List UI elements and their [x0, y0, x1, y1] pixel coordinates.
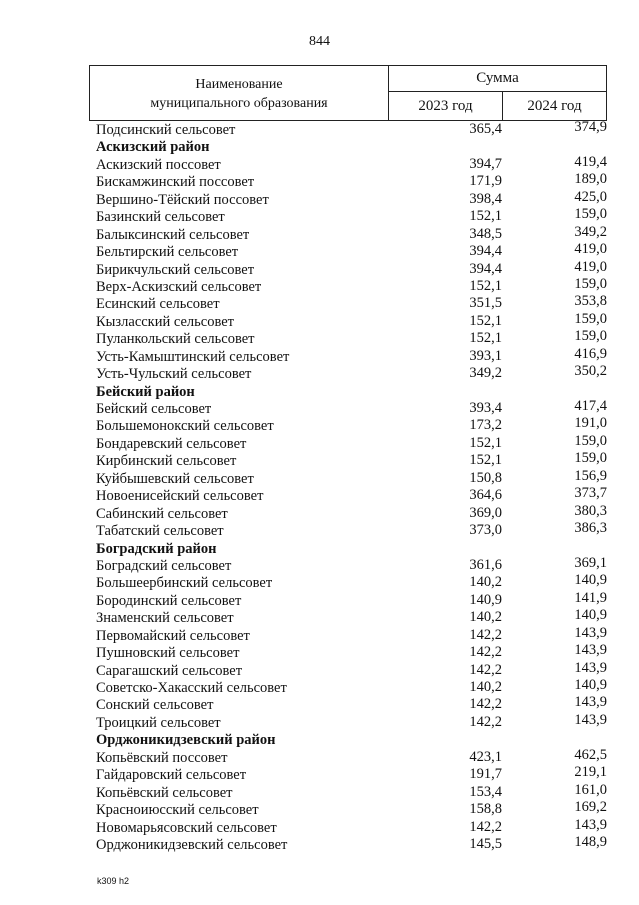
value-2023: 140,9	[469, 591, 502, 608]
value-2024: 374,9	[574, 119, 607, 135]
municipality-name: Знаменский сельсовет	[96, 610, 234, 627]
value-2023: 361,6	[469, 556, 502, 573]
table-row	[96, 295, 612, 312]
value-2023: 150,8	[469, 469, 502, 486]
municipality-name: Кызласский сельсовет	[96, 313, 234, 330]
value-2023: 152,1	[469, 277, 502, 294]
municipality-name: Балыксинский сельсовет	[96, 226, 250, 243]
value-2024: 416,9	[574, 345, 607, 362]
value-2023: 365,4	[469, 121, 502, 137]
table-row	[96, 223, 612, 243]
table-row	[96, 417, 612, 434]
value-2023: 152,1	[469, 312, 502, 329]
table-row	[96, 522, 612, 539]
value-2023: 393,4	[469, 400, 502, 416]
municipality-name: Вершино-Тёйский поссовет	[96, 191, 269, 208]
table-row	[96, 243, 612, 260]
table-row	[96, 816, 612, 836]
value-2023: 142,2	[469, 626, 502, 643]
municipality-name: Усть-Камыштинский сельсовет	[96, 348, 290, 365]
value-2024: 386,3	[574, 520, 607, 537]
municipality-name: Бейский сельсовет	[96, 401, 212, 417]
table-row	[96, 696, 612, 713]
table-body	[96, 121, 612, 853]
table-row	[96, 711, 612, 731]
table-row	[96, 208, 612, 225]
table-row	[96, 153, 612, 173]
value-2023: 349,2	[469, 365, 502, 382]
municipality-name: Подсинский сельсовет	[96, 122, 236, 138]
value-2024: 353,8	[574, 293, 607, 310]
table-row	[96, 400, 612, 417]
value-2023: 373,0	[469, 522, 502, 539]
value-2023: 348,5	[469, 225, 502, 242]
table-row	[96, 624, 612, 644]
value-2023: 191,7	[469, 766, 502, 783]
table-row	[96, 258, 612, 278]
value-2024: 417,4	[574, 398, 607, 414]
table-row	[96, 589, 612, 609]
value-2023: 140,2	[469, 609, 502, 626]
table-row	[96, 487, 612, 504]
table-row	[96, 746, 612, 766]
value-2024: 159,0	[574, 275, 607, 292]
section-title: Орджоникидзевский район	[96, 732, 276, 749]
value-2023: 423,1	[469, 748, 502, 765]
column-header-name-line1: Наименование	[195, 77, 283, 92]
municipality-name: Гайдаровский сельсовет	[96, 767, 247, 784]
value-2024: 373,7	[574, 485, 607, 502]
value-2023: 153,4	[469, 783, 502, 800]
value-2023: 145,5	[469, 835, 502, 852]
table-row	[96, 609, 612, 626]
value-2023: 140,2	[469, 679, 502, 695]
value-2024: 419,0	[574, 258, 607, 275]
column-header-name-line2: муниципального образования	[150, 96, 328, 111]
value-2024: 143,9	[574, 694, 607, 711]
table-row	[96, 330, 612, 347]
footer-code: k309 h2	[97, 876, 130, 886]
section-header-row	[96, 383, 612, 400]
municipality-name: Верх-Аскизский сельсовет	[96, 278, 262, 295]
value-2024: 419,4	[574, 153, 607, 170]
municipality-name: Боградский сельсовет	[96, 557, 232, 574]
value-2024: 380,3	[574, 502, 607, 519]
table-row	[96, 502, 612, 522]
municipality-name: Орджоникидзевский сельсовет	[96, 836, 288, 853]
municipality-name: Табатский сельсовет	[96, 523, 224, 540]
table-row	[96, 766, 612, 783]
value-2024: 143,9	[574, 816, 607, 833]
value-2023: 394,4	[469, 243, 502, 260]
table-row	[96, 310, 612, 330]
value-2023: 351,5	[469, 295, 502, 312]
table-header	[89, 65, 607, 121]
table-row	[96, 467, 612, 487]
value-2023: 152,1	[469, 330, 502, 347]
table-row	[96, 781, 612, 801]
table-row	[96, 121, 612, 138]
value-2024: 148,9	[574, 833, 607, 850]
value-2024: 189,0	[574, 171, 607, 188]
value-2023: 142,2	[469, 696, 502, 713]
value-2024: 350,2	[574, 363, 607, 380]
value-2023: 140,2	[469, 574, 502, 591]
municipality-name: Бородинский сельсовет	[96, 592, 242, 609]
value-2024: 143,9	[574, 711, 607, 728]
value-2024: 159,0	[574, 310, 607, 327]
municipality-name: Копьёвский сельсовет	[96, 784, 233, 801]
value-2024: 159,0	[574, 432, 607, 449]
value-2023: 142,2	[469, 818, 502, 835]
table-row	[96, 452, 612, 469]
section-title: Боградский район	[96, 540, 217, 557]
value-2024: 159,0	[574, 206, 607, 223]
table-row	[96, 679, 612, 696]
municipality-name: Новоенисейский сельсовет	[96, 488, 264, 505]
value-2024: 191,0	[574, 415, 607, 432]
value-2024: 349,2	[574, 223, 607, 240]
column-header-sum: Сумма	[389, 66, 606, 92]
column-header-year-2023: 2023 год	[389, 92, 503, 120]
value-2024: 462,5	[574, 746, 607, 763]
value-2024: 425,0	[574, 188, 607, 205]
value-2023: 171,9	[469, 173, 502, 190]
section-header-row	[96, 540, 612, 557]
value-2023: 152,1	[469, 208, 502, 225]
table-row	[96, 554, 612, 574]
municipality-name: Большеербинский сельсовет	[96, 575, 273, 592]
value-2023: 393,1	[469, 347, 502, 364]
table-row	[96, 365, 612, 382]
municipality-name: Кирбинский сельсовет	[96, 453, 237, 470]
section-header-row	[96, 138, 612, 155]
section-title: Бейский район	[96, 383, 195, 400]
municipality-name: Большемонокский сельсовет	[96, 418, 274, 435]
table-row	[96, 574, 612, 591]
municipality-name: Сабинский сельсовет	[96, 505, 228, 522]
column-header-year-2024: 2024 год	[527, 98, 582, 114]
value-2023: 152,1	[469, 452, 502, 469]
municipality-name: Базинский сельсовет	[96, 209, 225, 226]
municipality-name: Новомарьясовский сельсовет	[96, 819, 277, 836]
section-title: Аскизский район	[96, 139, 210, 156]
municipality-name: Красноиюсский сельсовет	[96, 802, 259, 819]
value-2024: 369,1	[574, 554, 607, 571]
section-header-row	[96, 731, 612, 748]
value-2023: 142,2	[469, 661, 502, 678]
value-2023: 142,2	[469, 713, 502, 730]
municipality-name: Бельтирский сельсовет	[96, 244, 239, 261]
municipality-name: Сонский сельсовет	[96, 697, 214, 714]
value-2024: 141,9	[574, 589, 607, 606]
municipality-name: Пуланкольский сельсовет	[96, 331, 255, 348]
value-2024: 140,9	[574, 572, 607, 589]
value-2024: 159,0	[574, 450, 607, 467]
municipality-name: Куйбышевский сельсовет	[96, 470, 254, 487]
municipality-name: Первомайский сельсовет	[96, 627, 250, 644]
value-2023: 398,4	[469, 190, 502, 207]
table-row	[96, 659, 612, 679]
value-2023: 158,8	[469, 801, 502, 818]
table-row	[96, 173, 612, 190]
table-row	[96, 275, 612, 295]
municipality-name: Сарагашский сельсовет	[96, 662, 243, 679]
table-row	[96, 833, 612, 853]
table-row	[96, 432, 612, 452]
value-2023: 394,7	[469, 155, 502, 172]
value-2023: 142,2	[469, 644, 502, 661]
value-2024: 143,9	[574, 624, 607, 641]
table-row	[96, 644, 612, 661]
value-2024: 143,9	[574, 642, 607, 659]
municipality-name: Троицкий сельсовет	[96, 714, 221, 731]
table-row	[96, 188, 612, 208]
value-2024: 143,9	[574, 659, 607, 676]
column-header-name	[90, 66, 389, 120]
value-2024: 159,0	[574, 328, 607, 345]
municipality-name: Советско-Хакасский сельсовет	[96, 680, 287, 696]
municipality-name: Копьёвский поссовет	[96, 749, 228, 766]
value-2023: 152,1	[469, 434, 502, 451]
municipality-name: Есинский сельсовет	[96, 296, 220, 313]
value-2024: 169,2	[574, 799, 607, 816]
municipality-name: Усть-Чульский сельсовет	[96, 366, 252, 383]
value-2023: 394,4	[469, 260, 502, 277]
municipality-name: Пушновский сельсовет	[96, 645, 240, 662]
table-row	[96, 801, 612, 818]
municipality-name: Аскизский поссовет	[96, 156, 221, 173]
table-row	[96, 345, 612, 365]
municipality-name: Бирикчульский сельсовет	[96, 261, 255, 278]
value-2023: 173,2	[469, 417, 502, 434]
municipality-name: Бондаревский сельсовет	[96, 435, 247, 452]
municipality-name: Бискамжинский поссовет	[96, 174, 255, 191]
value-2023: 364,6	[469, 487, 502, 504]
value-2024: 419,0	[574, 241, 607, 258]
value-2023: 369,0	[469, 504, 502, 521]
value-2024: 156,9	[574, 467, 607, 484]
value-2024: 219,1	[574, 764, 607, 781]
value-2024: 140,9	[574, 677, 607, 693]
page-number: 844	[309, 34, 330, 49]
value-2024: 161,0	[574, 781, 607, 798]
value-2024: 140,9	[574, 607, 607, 624]
